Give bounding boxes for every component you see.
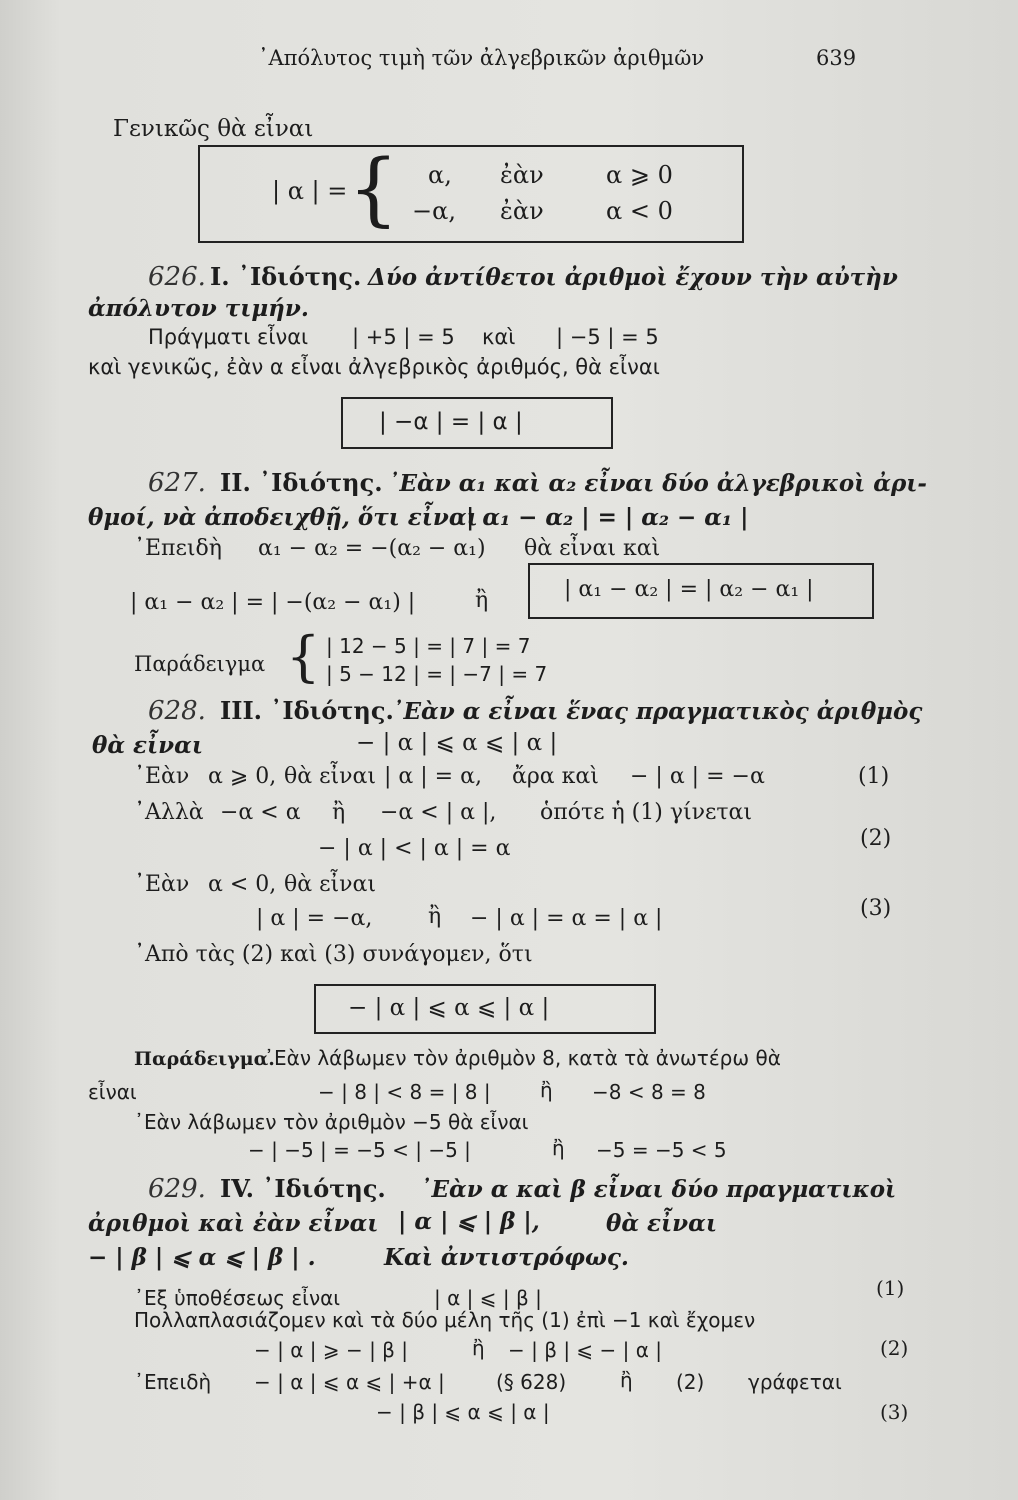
section-627-heading: II. ᾿Ιδιότης. [220,468,383,497]
section-627-statement: ᾿Εὰν α₁ καὶ α₂ εἶναι δύο ἀλγεβρικοὶ ἀρι- [388,470,927,497]
s626-line1-d: | −5 | = 5 [556,325,659,349]
s628-result-box [314,984,656,1034]
s628-l1-e: ἄρα καὶ [512,764,599,789]
definition-box [198,142,744,243]
s628-example-a: ᾿Εὰν λάβωμεν τὸν ἀριθμὸν 8, κατὰ τὰ ἀνωτέρω θὰ [264,1046,781,1070]
section-629-statement-e: − | β | ⩽ α ⩽ | β | . [88,1244,316,1271]
def-case2-value: −α, [412,197,456,225]
section-628-heading: III. ᾿Ιδιότης. [220,696,394,725]
s628-example-i: −5 = −5 < 5 [596,1138,727,1162]
running-header: ᾿Απόλυτος τιμὴ τῶν ἀλγεβρικῶν ἀριθμῶν [258,46,705,70]
s627-line2-b: ἢ [475,588,489,613]
s627-example-2: | 5 − 12 | = | −7 | = 7 [326,662,548,686]
s628-example-e: −8 < 8 = 8 [592,1080,706,1104]
def-lhs: | α | = [272,177,348,205]
section-629-statement-d: θὰ εἶναι [606,1210,717,1237]
s627-example-brace: { [286,625,321,688]
intro-text: Γενικῶς θὰ εἶναι [113,116,314,142]
s628-l1-f: − | α | = −α [630,764,765,789]
section-626-heading: I. ᾿Ιδιότης. [210,262,362,291]
s628-l5-a: | α | = −α, [256,906,373,931]
section-629-statement: ᾿Εὰν α καὶ β εἶναι δύο πραγματικοὶ [420,1176,897,1203]
s629-l4-c: (§ 628) [496,1370,567,1394]
section-629-statement-f: Καὶ ἀντιστρόφως. [384,1244,629,1271]
s628-l2-d: −α < | α |, [380,800,497,825]
s627-line1-b: α₁ − α₂ = −(α₂ − α₁) [258,536,486,561]
s627-line1-c: θὰ εἶναι καὶ [524,536,661,561]
s628-example-f: ᾿Εὰν λάβωμεν τὸν ἀριθμὸν −5 θὰ εἶναι [134,1110,529,1134]
s629-l4-d: ἢ [620,1368,633,1392]
def-case1-cond: ἐὰν [500,161,544,189]
s628-l2-c: ἢ [332,800,346,825]
s628-l4-a: ᾿Εὰν [134,872,190,897]
s628-example-c: − | 8 | < 8 = | 8 | [318,1080,491,1104]
s627-result: | α₁ − α₂ | = | α₂ − α₁ | [564,577,814,602]
s628-example-b: εἶναι [88,1080,137,1104]
s628-example-label: Παράδειγμα. [134,1048,275,1070]
def-brace: { [348,142,399,235]
s629-eq2-number: (2) [880,1336,909,1360]
s628-l6: ᾿Απὸ τὰς (2) καὶ (3) συνάγομεν, ὅτι [134,942,533,967]
s627-example-1: | 12 − 5 | = | 7 | = 7 [326,634,531,658]
s629-l3-a: − | α | ⩾ − | β | [254,1338,409,1362]
s629-l1-b: | α | ⩽ | β | [434,1286,542,1310]
section-629-heading: IV. ᾿Ιδιότης. [220,1174,386,1203]
s628-l1-d: | α | = α, [384,764,482,789]
def-case2-cond: ἐὰν [500,197,544,225]
s629-l2: Πολλαπλασιάζομεν καὶ τὰ δύο μέλη τῆς (1) ἐπὶ −1 καὶ ἔχομεν [134,1308,756,1332]
s627-example-label: Παράδειγμα [134,652,266,676]
s628-result: − | α | ⩽ α ⩽ | α | [348,995,550,1021]
section-628-statement-cont: θὰ εἶναι [92,732,203,759]
s629-l3-c: − | β | ⩽ − | α | [508,1338,663,1362]
s629-eq3-number: (3) [880,1400,909,1424]
def-case1-relation: α ⩾ 0 [606,161,673,189]
s626-line1-b: | +5 | = 5 [352,325,455,349]
s626-line1-c: καὶ [482,325,516,349]
s628-example-d: ἢ [540,1078,553,1102]
s629-l4-a: ᾿Επειδὴ [134,1370,212,1394]
s628-l5-c: − | α | = α = | α | [470,906,663,931]
s626-line1-a: Πράγματι εἶναι [148,325,309,349]
s628-l2-e: ὁπότε ἡ (1) γίνεται [540,800,753,825]
section-627-statement-cont: θμοί, νὰ ἀποδειχθῇ, ὅτι εἶναι [88,504,478,531]
s628-l3: − | α | < | α | = α [318,836,511,861]
s628-l1-c: θὰ εἶναι [284,764,376,789]
s628-eq2-number: (2) [860,826,892,851]
s628-l2-b: −α < α [220,800,301,825]
section-626-statement: Δύο ἀντίθετοι ἀριθμοὶ ἔχουν τὴν αὐτὴν [368,264,898,291]
s626-result: | −α | = | α | [379,409,523,435]
s628-example-h: ἢ [552,1136,565,1160]
s628-l1-b: α ⩾ 0, [208,764,277,789]
section-628-number: 628. [148,696,206,726]
s629-l4-b: − | α | ⩽ α ⩽ | +α | [254,1370,445,1394]
s629-l5-a: − | β | ⩽ α ⩽ | α | [376,1400,550,1424]
s628-eq1-number: (1) [858,764,890,789]
s626-line2: καὶ γενικῶς, ἐὰν α εἶναι ἀλγεβρικὸς ἀριθμός, θὰ εἶναι [88,355,660,379]
s628-l4-c: θὰ εἶναι [284,872,376,897]
s628-l4-b: α < 0, [208,872,277,897]
s626-result-box [341,397,613,449]
section-629-number: 629. [148,1174,206,1204]
section-628-statement-formula: − | α | ⩽ α ⩽ | α | [356,730,558,756]
page-number: 639 [816,46,857,70]
s628-eq3-number: (3) [860,896,892,921]
s629-eq1-number: (1) [876,1276,905,1300]
section-626-number: 626. [148,262,206,292]
s628-l1-a: ᾿Εὰν [134,764,190,789]
s628-l2-a: ᾿Αλλὰ [134,800,204,825]
def-case1-value: α, [428,161,452,189]
section-629-statement-cont: ἀριθμοὶ καὶ ἐὰν εἶναι [88,1210,379,1237]
section-628-statement: ᾿Εὰν α εἶναι ἕνας πραγματικὸς ἀριθμὸς [392,698,923,725]
s629-l4-e: (2) [676,1370,705,1394]
s627-line2-a: | α₁ − α₂ | = | −(α₂ − α₁) | [130,590,416,615]
s629-l1-a: ᾿Εξ ὑποθέσεως εἶναι [134,1286,341,1310]
section-629-statement-formula: | α | ⩽ | β |, [398,1208,540,1235]
s629-l4-f: γράφεται [748,1370,842,1394]
def-case2-relation: α < 0 [606,197,673,225]
section-627-number: 627. [148,468,206,498]
section-626-statement-cont: ἀπόλυτον τιμήν. [88,295,309,322]
s628-example-g: − | −5 | = −5 < | −5 | [248,1138,471,1162]
s629-l3-b: ἢ [472,1336,485,1360]
s627-line1-a: ᾿Επειδὴ [134,536,222,561]
s628-l5-b: ἢ [428,904,442,929]
section-627-statement-formula: | α₁ − α₂ | = | α₂ − α₁ | [466,504,749,531]
s627-result-box [528,563,874,619]
